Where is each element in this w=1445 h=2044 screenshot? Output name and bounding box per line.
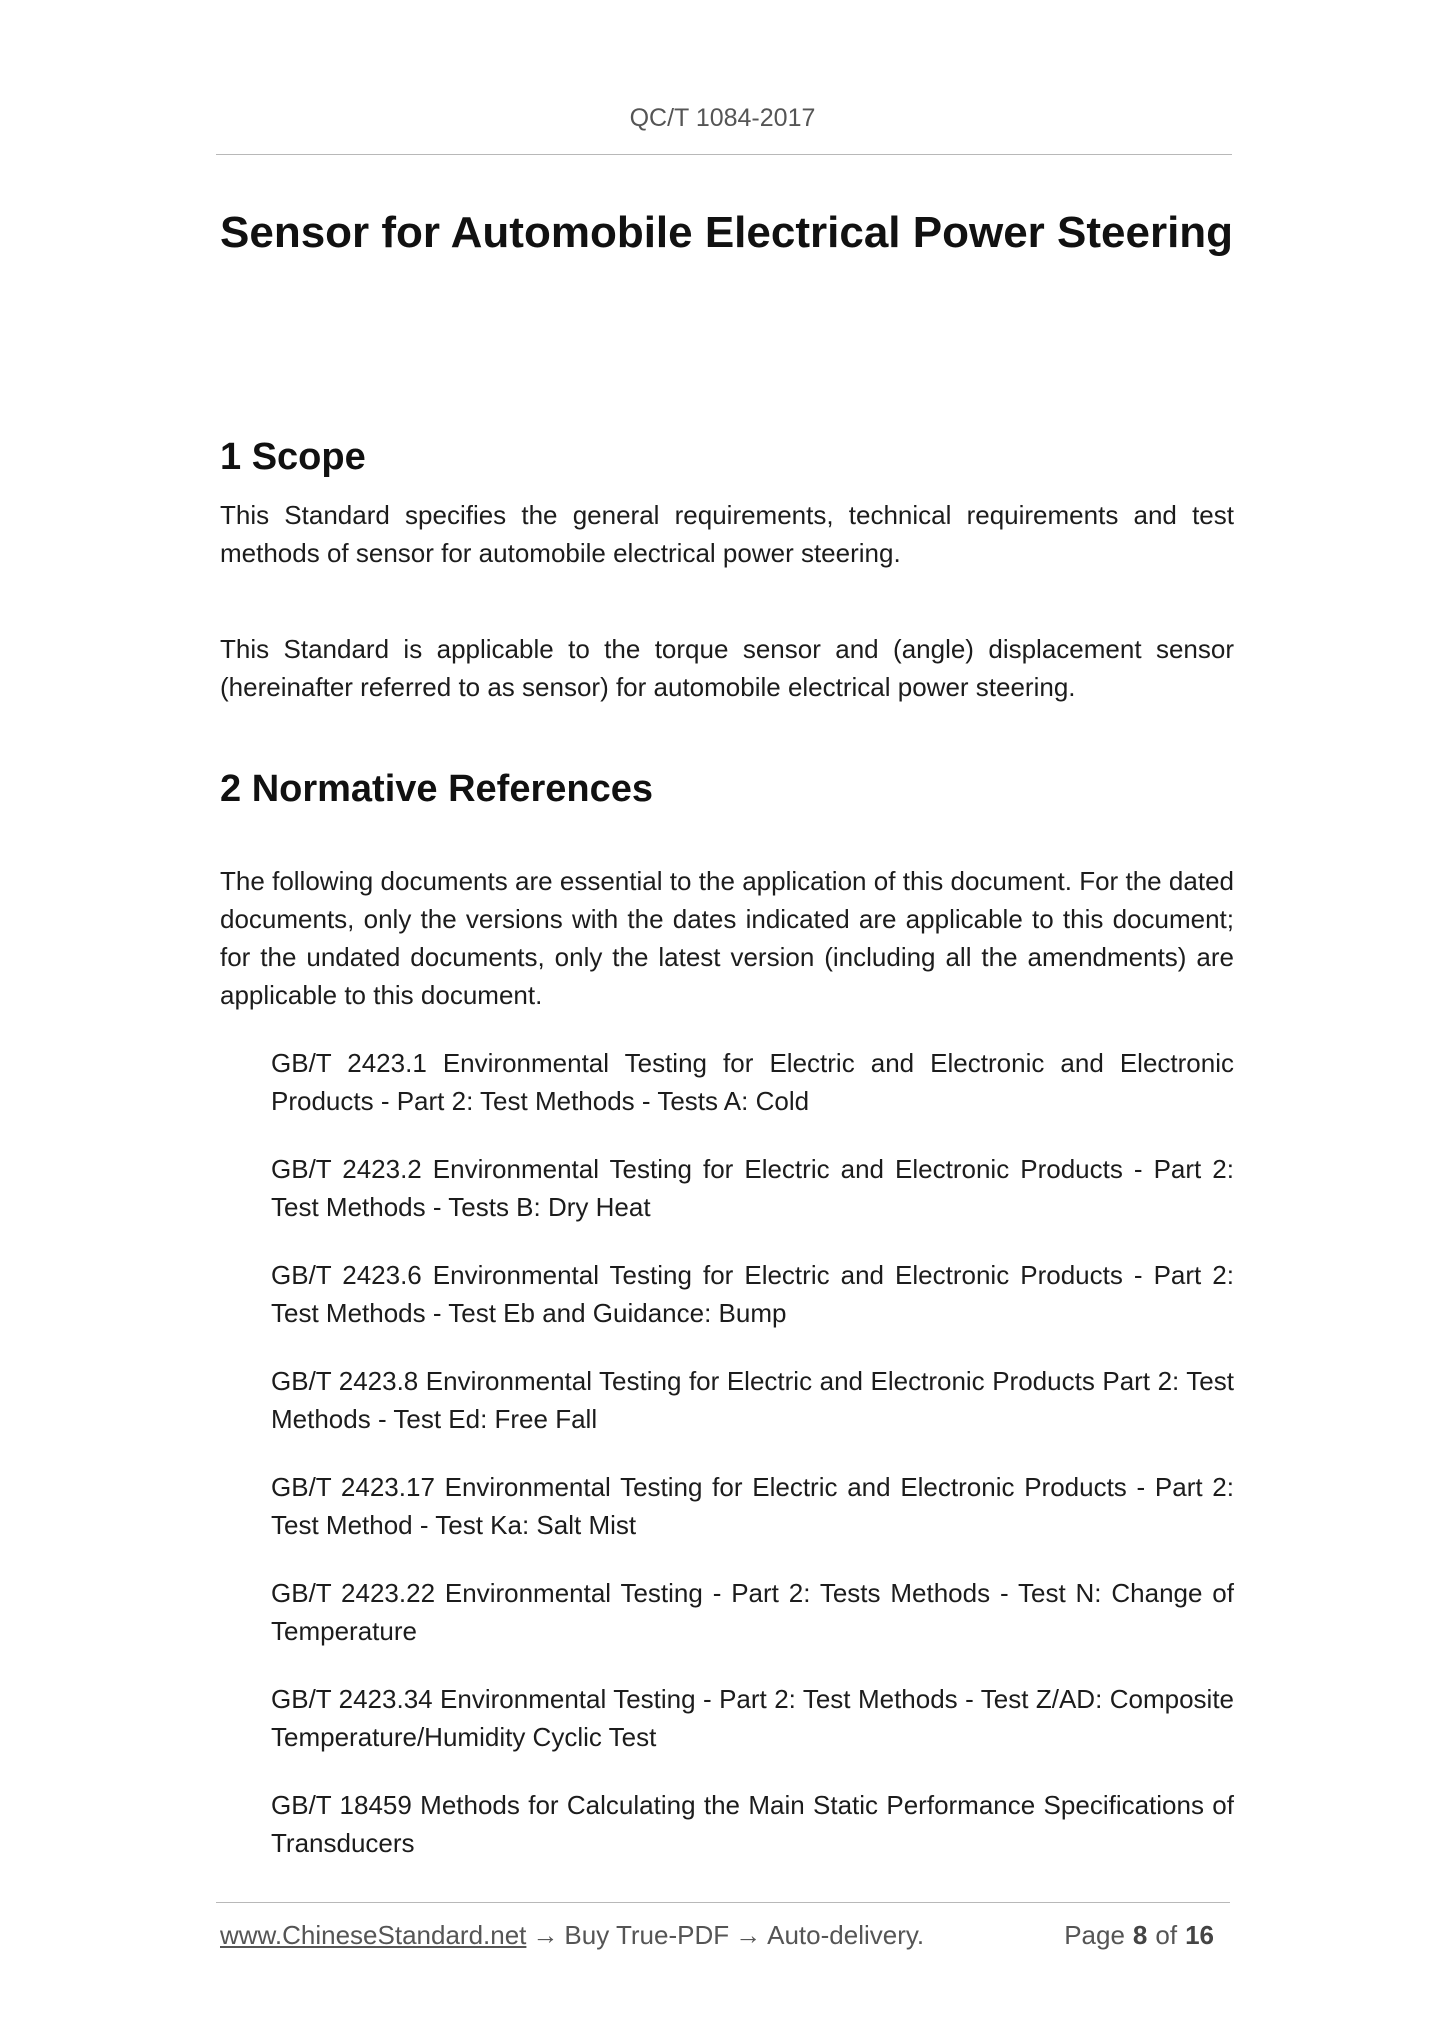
- page-of: of: [1155, 1920, 1178, 1950]
- header-standard-code: QC/T 1084-2017: [629, 104, 816, 132]
- scope-paragraph: This Standard specifies the general requirements, technical requirements and test methods of sensor for automobile electrical power steering.: [220, 500, 1234, 568]
- page-footer: [220, 1920, 1230, 1951]
- document-title: Sensor for Automobile Electrical Power Steering: [220, 208, 1234, 257]
- auto-delivery-text: Auto-delivery.: [767, 1920, 925, 1950]
- website-link[interactable]: www.ChineseStandard.net: [220, 1920, 527, 1950]
- section-heading-normative-references: 2 Normative References: [220, 768, 653, 810]
- reference-item: GB/T 2423.22 Environmental Testing - Part 2: Tests Methods - Test N: Change of Temperature: [271, 1578, 1234, 1646]
- buy-true-pdf-text: Buy True-PDF: [564, 1920, 730, 1950]
- header-rule: [216, 154, 1232, 155]
- references-intro-paragraph: The following documents are essential to the application of this document. For the dated documents, only the versions with the dates indicated are applicable to this document; for the undated documents, only the latest version (including all the amendments) are applicable to this document.: [220, 866, 1234, 1010]
- page-total: 16: [1185, 1920, 1214, 1950]
- reference-item: GB/T 2423.17 Environmental Testing for Electric and Electronic Products - Part 2: Test Method - Test Ka: Salt Mist: [271, 1472, 1234, 1540]
- reference-item: GB/T 2423.34 Environmental Testing - Part 2: Test Methods - Test Z/AD: Composite Temperature/Humidity Cyclic Test: [271, 1684, 1234, 1752]
- reference-item: GB/T 2423.8 Environmental Testing for Electric and Electronic Products Part 2: Test Methods - Test Ed: Free Fall: [271, 1366, 1234, 1434]
- page-indicator: [1064, 1920, 1222, 1951]
- scope-paragraph: This Standard is applicable to the torque sensor and (angle) displacement sensor (hereinafter referred to as sensor) for automobile electrical power steering.: [220, 634, 1234, 702]
- reference-item: GB/T 2423.6 Environmental Testing for Electric and Electronic Products - Part 2: Test Methods - Test Eb and Guidance: Bump: [271, 1260, 1234, 1328]
- arrow-right-icon: →: [532, 1920, 559, 1950]
- page-label: Page: [1064, 1920, 1125, 1950]
- arrow-right-icon: →: [735, 1920, 762, 1950]
- reference-item: GB/T 18459 Methods for Calculating the Main Static Performance Specifications of Transducers: [271, 1790, 1234, 1858]
- reference-item: GB/T 2423.1 Environmental Testing for Electric and Electronic and Electronic Products - Part 2: Test Methods - Tests A: Cold: [271, 1048, 1234, 1116]
- section-heading-scope: 1 Scope: [220, 436, 366, 478]
- page-current: 8: [1132, 1920, 1148, 1950]
- reference-item: GB/T 2423.2 Environmental Testing for Electric and Electronic Products - Part 2: Test Methods - Tests B: Dry Heat: [271, 1154, 1234, 1222]
- footer-rule: [216, 1902, 1230, 1903]
